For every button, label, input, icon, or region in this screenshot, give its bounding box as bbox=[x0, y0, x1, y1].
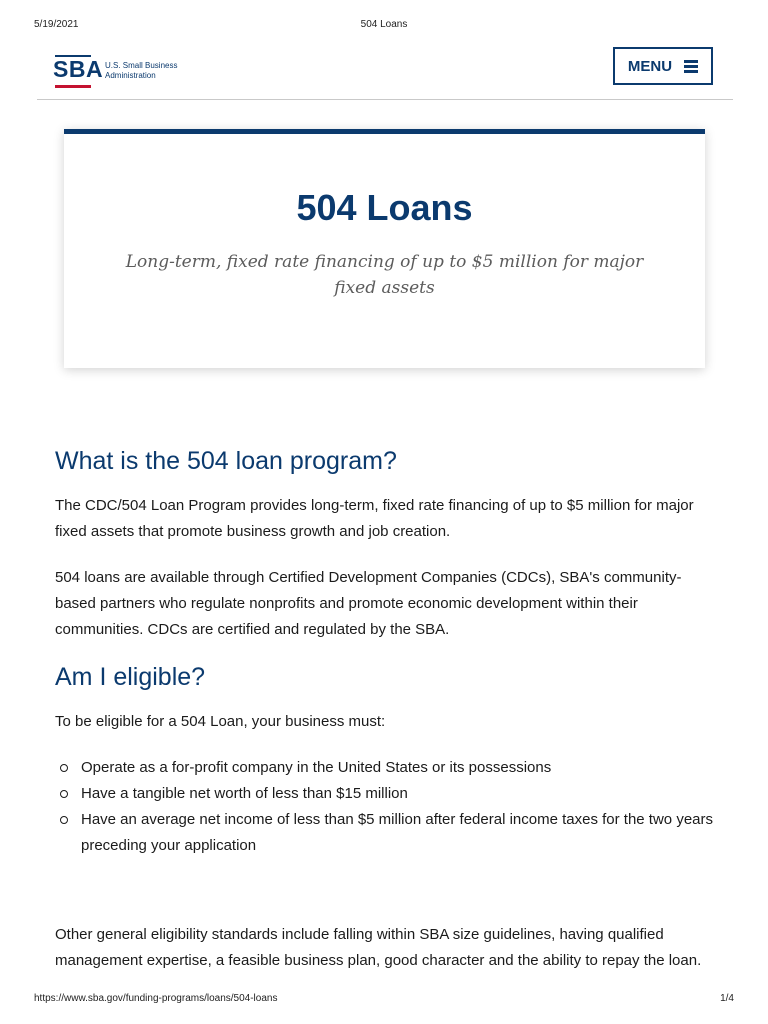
section-eligible bbox=[55, 661, 715, 693]
print-url: https://www.sba.gov/funding-programs/loans/504-loans bbox=[34, 993, 278, 1004]
section-program bbox=[55, 445, 715, 477]
list-item: Have an average net income of less than $5 million after federal income taxes for the two years preceding your application bbox=[55, 807, 715, 859]
print-header bbox=[0, 19, 768, 33]
eligibility-list bbox=[55, 755, 715, 859]
site-header bbox=[37, 40, 733, 100]
logo-text-line2: Administration bbox=[105, 71, 156, 80]
menu-label: MENU bbox=[627, 57, 673, 75]
eligible-intro: To be eligible for a 504 Loan, your business must: bbox=[55, 713, 386, 730]
print-title: 504 Loans bbox=[360, 19, 408, 30]
program-paragraph-1: The CDC/504 Loan Program provides long-term, fixed rate financing of up to $5 million for major fixed assets that promote business growth and job creation. bbox=[55, 497, 694, 540]
hero-card bbox=[64, 129, 705, 368]
print-page-number: 1/4 bbox=[720, 993, 734, 1004]
list-item: Have a tangible net worth of less than $15 million bbox=[55, 781, 715, 807]
eligible-list-wrap bbox=[55, 755, 715, 859]
eligible-other-wrap bbox=[55, 922, 715, 974]
logo-red-bar bbox=[55, 85, 91, 88]
eligible-intro-wrap bbox=[55, 709, 715, 735]
page-title: 504 Loans bbox=[296, 187, 473, 228]
logo-text-line1: U.S. Small Business bbox=[105, 61, 178, 70]
program-paragraph-1-wrap bbox=[55, 493, 715, 545]
program-paragraph-2: 504 loans are available through Certified Development Companies (CDCs), SBA's community-based partners who regulate nonprofits and promote economic development within their communities. CDCs are certified and regulated by the SBA. bbox=[55, 569, 682, 638]
page-subtitle: Long-term, fixed rate financing of up to $5 million for major fixed assets bbox=[125, 252, 644, 298]
logo-text bbox=[105, 61, 177, 81]
program-heading: What is the 504 loan program? bbox=[55, 447, 397, 475]
eligible-other: Other general eligibility standards include falling within SBA size guidelines, having qualified management expertise, a feasible business plan, good character and the ability to repay the loan. bbox=[55, 926, 702, 969]
print-date: 5/19/2021 bbox=[34, 19, 79, 30]
eligible-heading: Am I eligible? bbox=[55, 663, 206, 691]
sba-logo[interactable] bbox=[53, 54, 177, 88]
program-paragraph-2-wrap bbox=[55, 565, 715, 643]
menu-button[interactable] bbox=[613, 47, 713, 85]
list-item: Operate as a for-profit company in the United States or its possessions bbox=[55, 755, 715, 781]
logo-mark-text: SBA bbox=[53, 56, 104, 82]
print-footer bbox=[0, 993, 768, 1007]
sba-logo-mark bbox=[53, 54, 104, 88]
hamburger-icon bbox=[684, 60, 698, 72]
